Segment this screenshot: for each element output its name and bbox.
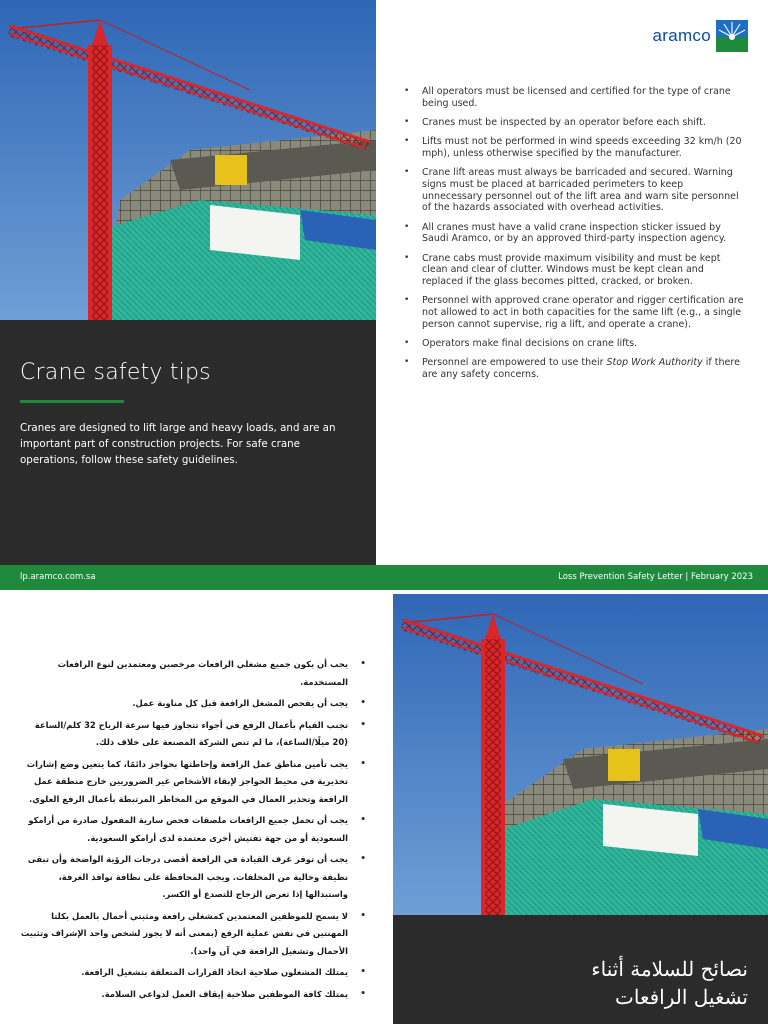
list-item: • يجب أن يفحص المشغل الرافعة قبل كل مناوبة عمل. — [20, 695, 366, 713]
logo-wordmark: aramco — [652, 26, 711, 45]
aramco-logo — [653, 20, 749, 52]
arabic-title-line: نصائح للسلامة أثناء — [591, 957, 748, 981]
list-item: • Operators make final decisions on crane lifts. — [404, 338, 744, 350]
intro-text: Cranes are designed to lift large and heavy loads, and are an important part of construction projects. For safe crane operations, follow these safety guidelines. — [20, 422, 336, 466]
list-item: • يجب أن تحمل جميع الرافعات ملصقات فحص سارية المفعول صادرة من أرامكو السعودية أو من جهة تفتيش أخرى معتمدة لدى أرامكو السعودية. — [20, 812, 366, 847]
arabic-title-panel — [393, 915, 768, 1024]
aramco-star-icon — [716, 20, 748, 52]
list-item: • يجب تأمين مناطق عمل الرافعة وإحاطتها بحواجز دائمًا، كما يتعين وضع إشارات تحذيرية في محيط الحواجز لإبقاء الأشخاص غير الضروريين خارج منطقة عمل الرافعة وتحذير العمال في الموقع من المخاطر المرتبطة بأعمال الرفع العلوي. — [20, 756, 366, 809]
footer-bar — [0, 565, 768, 590]
list-item: • لا يسمح للموظفين المعتمدين كمشغلي رافعة ومثبتي أحمال بالعمل بكلتا المهنتين في نفس عملية الرفع (بمعنى أنه لا يجوز لشخص واحد الإشراف وتثبيت الأحمال وتشغيل الرافعة في آن واحد). — [20, 908, 366, 961]
list-item: • Lifts must not be performed in wind speeds exceeding 32 km/h (20 mph), unless otherwise specified by the manufacturer. — [404, 136, 744, 159]
website-link[interactable]: lp.aramco.com.sa — [20, 572, 96, 582]
list-item: • يمتلك المشغلون صلاحية اتخاذ القرارات المتعلقة بتشغيل الرافعة. — [20, 964, 366, 982]
arabic-page-title — [448, 955, 748, 1011]
english-guidelines-list — [404, 86, 744, 388]
arabic-guidelines-list — [20, 656, 366, 1007]
list-item: • Cranes must be inspected by an operator before each shift. — [404, 117, 744, 129]
english-title-panel — [0, 320, 376, 565]
page-title: Crane safety tips — [20, 360, 211, 385]
list-item: • Personnel with approved crane operator and rigger certification are not allowed to act in both capacities for the same lift (e.g., a single person cannot supervise, rig a lift, and operate a crane). — [404, 295, 744, 330]
list-item: • Crane lift areas must always be barricaded and secured. Warning signs must be placed at barricaded perimeters to keep unnecessary personnel out of the lift area and warn site personnel of the hazards associated with overhead activities. — [404, 167, 744, 214]
list-item: • Crane cabs must provide maximum visibility and must be kept clean and clear of clutter. Windows must be kept clean and replaced if the glass becomes pitted, cracked, or broken. — [404, 253, 744, 288]
list-item: • يجب أن توفر غرف القيادة في الرافعة أقصى درجات الرؤية الواضحة وأن تبقى نظيفة وخالية من المخلفات. ويجب المحافظة على نظافة نوافذ الغرفة، واستبدالها إذا تعرض الزجاج للتصدع أو الكسر. — [20, 851, 366, 904]
list-item: • تجنب القيام بأعمال الرفع في أجواء تتجاوز فيها سرعة الرياح 32 كلم/الساعة (20 ميلًا/الساعة)، ما لم تنص الشركة المصنعة على خلاف ذلك. — [20, 717, 366, 752]
newsletter-label: Loss Prevention Safety Letter | February 2023 — [558, 572, 753, 582]
list-item: • يمتلك كافة الموظفين صلاحية إيقاف العمل لدواعي السلامة. — [20, 986, 366, 1004]
crane-photo-bottom — [393, 594, 768, 915]
stop-work-authority-text: Stop Work Authority — [606, 357, 703, 369]
list-item: • All cranes must have a valid crane inspection sticker issued by Saudi Aramco, or by an approved third-party inspection agency. — [404, 222, 744, 245]
list-item: • All operators must be licensed and certified for the type of crane being used. — [404, 86, 744, 109]
list-item-text: Personnel are empowered to use their — [422, 357, 607, 369]
list-item-text: if there are any safety concerns. — [422, 357, 740, 381]
arabic-title-line: تشغيل الرافعات — [615, 985, 748, 1009]
crane-photo-top — [0, 0, 376, 320]
list-item: • يجب أن يكون جميع مشغلي الرافعات مرخصين ومعتمدين لنوع الرافعات المستخدمة. — [20, 656, 366, 691]
title-divider — [20, 400, 124, 403]
list-item — [404, 357, 744, 380]
